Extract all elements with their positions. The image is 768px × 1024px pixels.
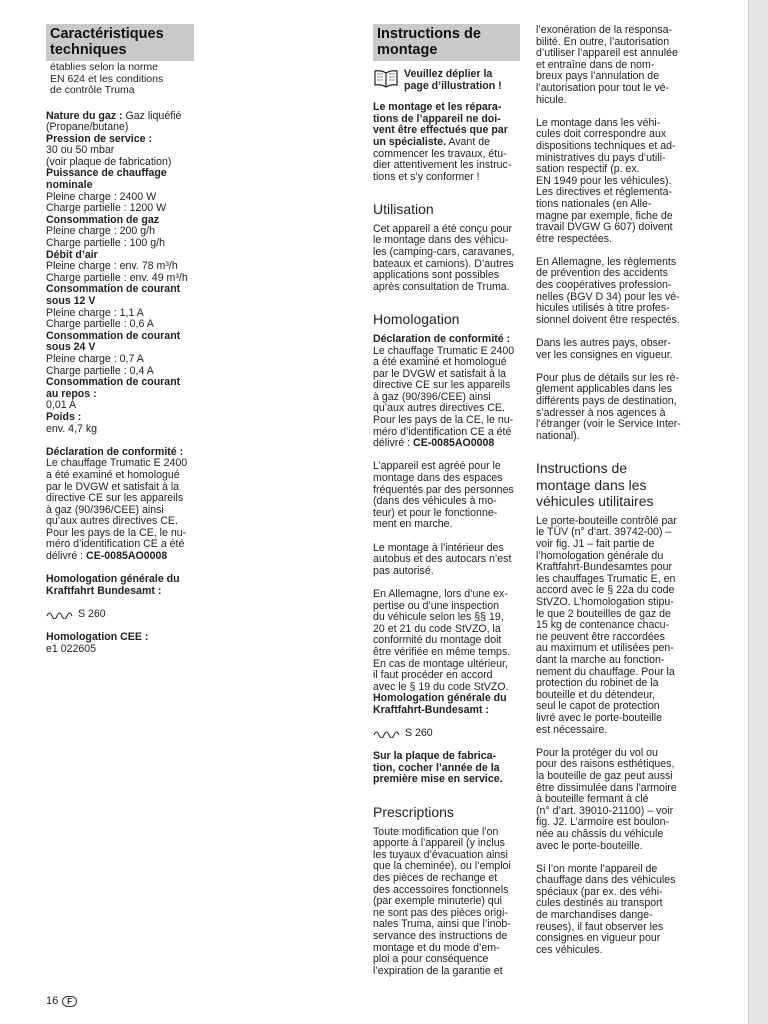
- title-text: Caractéristiques techniques: [50, 26, 164, 58]
- conformity-text: Le chauffage Trumatic E 2400 a été examiné et homologué par le DVGW et satisfait à la directive CE sur les appareils à gaz (90/396/CEE) ainsi qu’aux autres directives CE. Pour les pays de la CE, le nu- méro d’identification CE a été délivré :: [46, 457, 188, 563]
- kba-approval-value: S 260: [405, 727, 433, 740]
- column-installation: [373, 0, 521, 977]
- kba-approval-value: S 260: [78, 608, 106, 621]
- heading-utility-vehicles: Instructions de montage dans les véhicules utilitaires: [536, 460, 654, 510]
- nameplate-instruction: Sur la plaque de fabrica- tion, cocher l’année de la première mise en service.: [373, 750, 503, 786]
- conformity-number: CE-0085AO0008: [86, 550, 168, 563]
- page-number: 16: [46, 995, 59, 1007]
- approval-spaces-text: L’appareil est agréé pour le montage dans des espaces fréquentés par des personnes (dans des véhicules à mo- teur) et pour le fonctionne- ment en marche.: [373, 460, 514, 531]
- bottle-cabinet-text: Pour la protéger du vol ou pour des raisons esthétiques, la bouteille de gaz peut aussi être dissimulée dans l’armoire à bouteille fermant à clé (n° d’art. 39010-21100) – voir fig. J2. L’armoire est boulon- née au châssis du véhicule avec le porte-bouteille.: [536, 746, 677, 852]
- heading-utilisation: Utilisation: [373, 201, 434, 218]
- details-text: Pour plus de détails sur les rè- glement applicables dans les différents pays de destination, s’adresser à nos agences à l’étranger (voir le Service Inter- national).: [536, 371, 681, 442]
- conformity-label: Déclaration de conformité :: [46, 445, 184, 458]
- page-footer: [46, 995, 77, 1007]
- other-countries-text: Dans les autres pays, obser- ver les consignes en vigueur.: [536, 337, 673, 361]
- bottle-holder-text: Le porte-bouteille contrôlé par le TÜV (n° d’art. 39742-00) – voir fig. J1 – fait partie de l’homologation générale du Kraftfahrt-Bundesamtes pour les chauffages Trumatic E, en accord avec le § 22a du code StVZO. L’homologation stipu- le que 2 bouteilles de gaz de 15 kg de contenance chacu- ne peuvent être raccordées au maximum et utilisées pen- dant la marche au fonction- nement du chauffage. Pour la protection du robinet de la bouteille et du détendeur, seul le capot de protection livré avec le porte-bouteille est nécessaire.: [536, 514, 677, 736]
- power-label: Puissance de chauffage nominale: [46, 167, 167, 192]
- airflow-value: Pleine charge : env. 78 m³/h Charge partielle : env. 49 m³/h: [46, 260, 188, 284]
- current-24v-value: Pleine charge : 0,7 A Charge partielle : 0,4 A: [46, 352, 154, 377]
- power-value: Pleine charge : 2400 W Charge partielle : 1200 W: [46, 190, 167, 215]
- page-edge: [748, 0, 768, 1024]
- bus-restriction-text: Le montage à l’intérieur des autobus et des autocars n’est pas autorisé.: [373, 541, 512, 577]
- pressure-value: 30 ou 50 mbar (voir plaque de fabrication): [46, 144, 172, 168]
- section-title-installation: [373, 24, 520, 61]
- conformity-label: Déclaration de conformité :: [373, 332, 511, 345]
- regulations-text: Le montage dans les véhi- cules doit correspondre aux dispositions techniques et ad- ministratives du pays d’utili- sation respectif (p. ex. EN 1949 pour les véhicules). Les directives et réglementa- tions nationales (en Alle- magne par exemple, fiche de travail DVGW G 607) doivent être respectées.: [536, 116, 676, 245]
- current-12v-value: Pleine charge : 1,1 A Charge partielle : 0,6 A: [46, 306, 154, 331]
- utilisation-text: Cet appareil a été conçu pour le montage dans des véhicu- les (camping-cars, caravanes, bateaux et camions). D’autres applications sont possibles après consultation de Truma.: [373, 222, 515, 293]
- eec-approval-value: e1 022605: [46, 642, 97, 655]
- kba-approval-label: Homologation générale du Kraftfahrt Bundesamt :: [46, 573, 180, 597]
- current-24v-label: Consommation de courant sous 24 V: [46, 329, 181, 354]
- eec-approval-label: Homologation CEE :: [46, 631, 149, 644]
- wavy-line-icon: [373, 728, 403, 738]
- gas-consumption-label: Consommation de gaz: [46, 213, 160, 226]
- airflow-label: Débit d’air: [46, 248, 98, 261]
- specialist-warning: Le montage et les répara- tions de l’appareil ne doi- vent être effectués que par un spécialiste.: [373, 101, 508, 148]
- heading-homologation: Homologation: [373, 311, 460, 328]
- germany-accident-text: En Allemagne, les règlements de prévention des accidents des coopératives profession- nelles (BGV D 34) pour les vé- hicules utilisés à titre profes- sionnel doivent être respectés.: [536, 255, 680, 326]
- column-technical-data: [46, 0, 196, 655]
- weight-value: env. 4,7 kg: [46, 422, 98, 435]
- standby-current-label: Consommation de courant au repos :: [46, 376, 181, 400]
- heading-prescriptions: Prescriptions: [373, 804, 454, 821]
- wavy-line-icon: [46, 609, 76, 619]
- conformity-number: CE-0085AO0008: [413, 437, 495, 450]
- conformity-text: Le chauffage Trumatic E 2400 a été examiné et homologué par le DVGW et satisfait à la directive CE sur les appareils à gaz (90/396/CEE) ainsi qu’aux autres directives CE. Pour les pays de la CE, le nu- méro d’identification CE a été délivré :: [373, 344, 515, 450]
- germany-inspection-text: En Allemagne, lors d’une ex- pertise ou d’une inspection du véhicule selon les §§ 19, 20 et 21 du code StVZO, la conformité du montage doit être vérifiée en même temps. En cas de montage ultérieur, il faut procéder en accord avec le § 19 du code StVZO.: [373, 587, 511, 693]
- language-badge: F: [62, 996, 77, 1007]
- current-12v-label: Consommation de courant sous 12 V: [46, 283, 181, 307]
- gas-type-label: Nature du gaz :: [46, 109, 123, 122]
- open-book-icon: [373, 69, 399, 89]
- title-text: Instructions de montage: [377, 26, 481, 58]
- pressure-label: Pression de service :: [46, 132, 152, 145]
- special-vehicles-text: Si l’on monte l’appareil de chauffage dans des véhicules spéciaux (par ex. des véhi- cules destinés au transport de marchandises dange- reuses), il faut observer les consignes en vigueur pour ces véhicules.: [536, 862, 676, 956]
- standby-current-value: 0,01 A: [46, 399, 77, 412]
- specialist-warning-rest: Avant de commencer les travaux, étu- dier attentivement les instruc- tions et s’y conformer !: [373, 135, 512, 183]
- gas-consumption-value: Pleine charge : 200 g/h Charge partielle : 100 g/h: [46, 225, 165, 250]
- subtitle: établies selon la norme EN 624 et les conditions de contrôle Truma: [50, 61, 164, 96]
- prescriptions-text: Toute modification que l’on apporte à l’appareil (y inclus les tuyaux d’évacuation ainsi que la cheminée), ou l’emploi des pièces de rechange et des accessoires fonctionnels (par exemple minuterie) qui ne sont pas des pièces origi- nales Truma, ainsi que l’inob- servance des instructions de montage et du mode d’em- ploi a pour conséquence l’expiration de la garantie et: [373, 825, 511, 977]
- section-title-technical: [46, 24, 194, 61]
- fold-out-note: [373, 69, 521, 92]
- fold-out-note-text: Veuillez déplier la page d’illustration !: [404, 68, 502, 92]
- liability-text: l’exonération de la responsa- bilité. En outre, l’autorisation d’utiliser l’appareil est annulée et entraîne dans de nom- breux pays l’annulation de l’autorisation pour tout le vé- hicule.: [536, 24, 678, 106]
- kba-approval-label: Homologation générale du Kraftfahrt-Bundesamt :: [373, 692, 507, 716]
- weight-label: Poids :: [46, 410, 82, 423]
- column-continued: [536, 0, 688, 956]
- gas-type-value: Gaz liquéfié (Propane/butane): [46, 109, 182, 134]
